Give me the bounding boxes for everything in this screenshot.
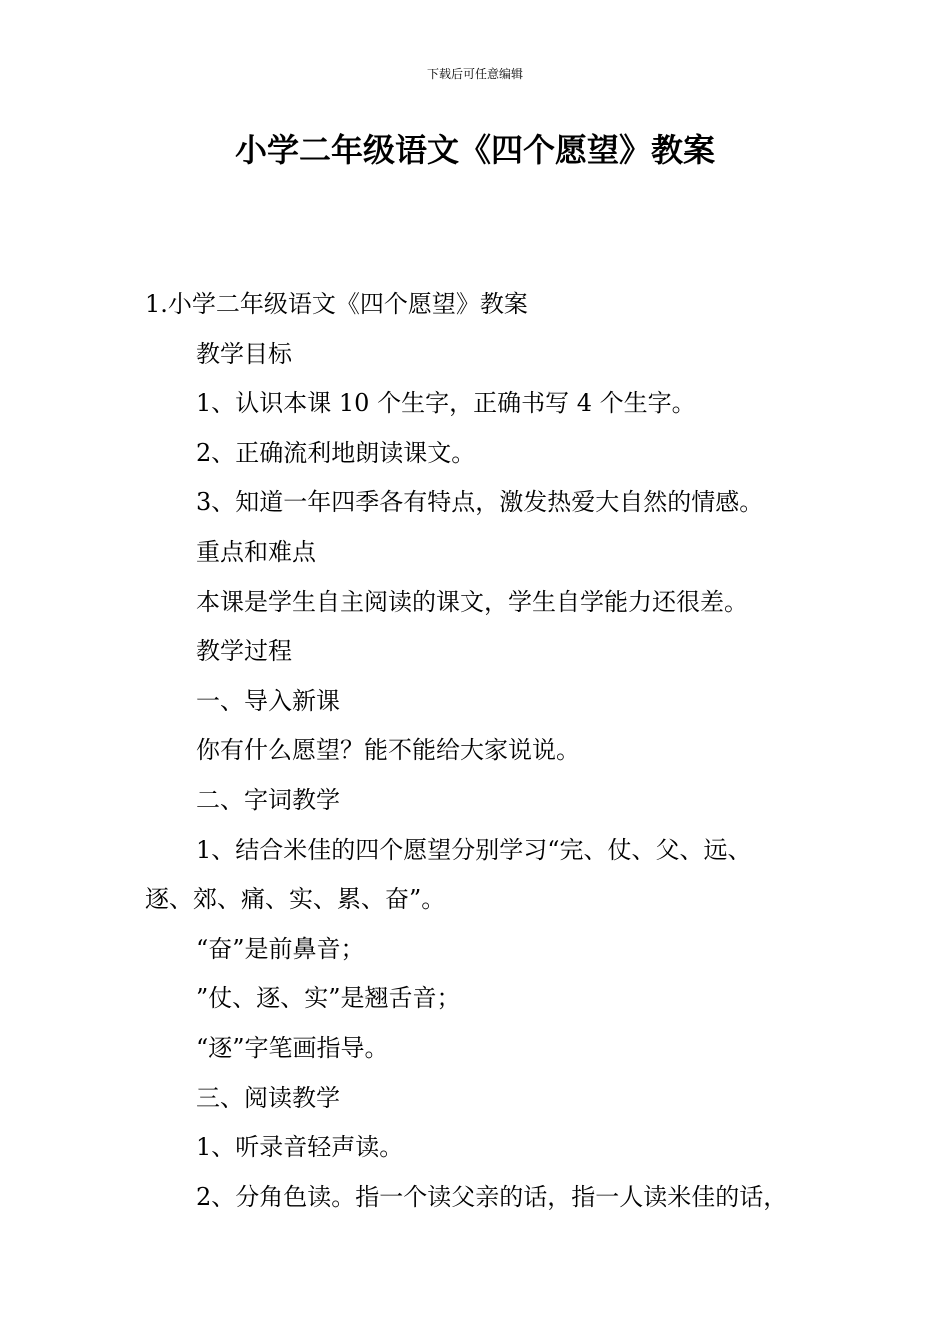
text-line: 1.小学二年级语文《四个愿望》教案 xyxy=(145,290,528,318)
text-line: 2、正确流利地朗读课文。 xyxy=(196,438,476,467)
text-line: 1、结合米佳的四个愿望分别学习“完、仗、父、远、 xyxy=(196,835,752,864)
document-title: 小学二年级语文《四个愿望》教案 xyxy=(234,131,715,169)
text-line: 1、听录音轻声读。 xyxy=(196,1133,404,1162)
text-line: 2、分角色读。指一个读父亲的话，指一人读米佳的话， xyxy=(196,1182,788,1211)
text-line: 3、知道一年四季各有特点，激发热爱大自然的情感。 xyxy=(196,488,764,517)
text-line: 教学过程 xyxy=(196,637,292,666)
text-line: ”仗、逐、实”是翘舌音； xyxy=(196,984,461,1013)
text-line: 二、字词教学 xyxy=(196,785,340,814)
text-line: 三、阅读教学 xyxy=(196,1083,340,1112)
text-line: “奋”是前鼻音； xyxy=(196,934,365,963)
text-line: 逐、郊、痛、实、累、奋”。 xyxy=(145,885,446,914)
header-note: 下载后可任意编辑 xyxy=(426,67,523,81)
text-line: 一、导入新课 xyxy=(196,686,340,715)
text-line: “逐”字笔画指导。 xyxy=(196,1033,389,1062)
text-line: 重点和难点 xyxy=(196,537,316,566)
document-body xyxy=(145,280,825,1222)
text-line: 教学目标 xyxy=(196,339,292,368)
text-line: 本课是学生自主阅读的课文，学生自学能力还很差。 xyxy=(196,587,748,616)
text-line: 你有什么愿望？能不能给大家说说。 xyxy=(196,736,580,765)
text-line: 1、认识本课 10 个生字，正确书写 4 个生字。 xyxy=(196,389,696,418)
